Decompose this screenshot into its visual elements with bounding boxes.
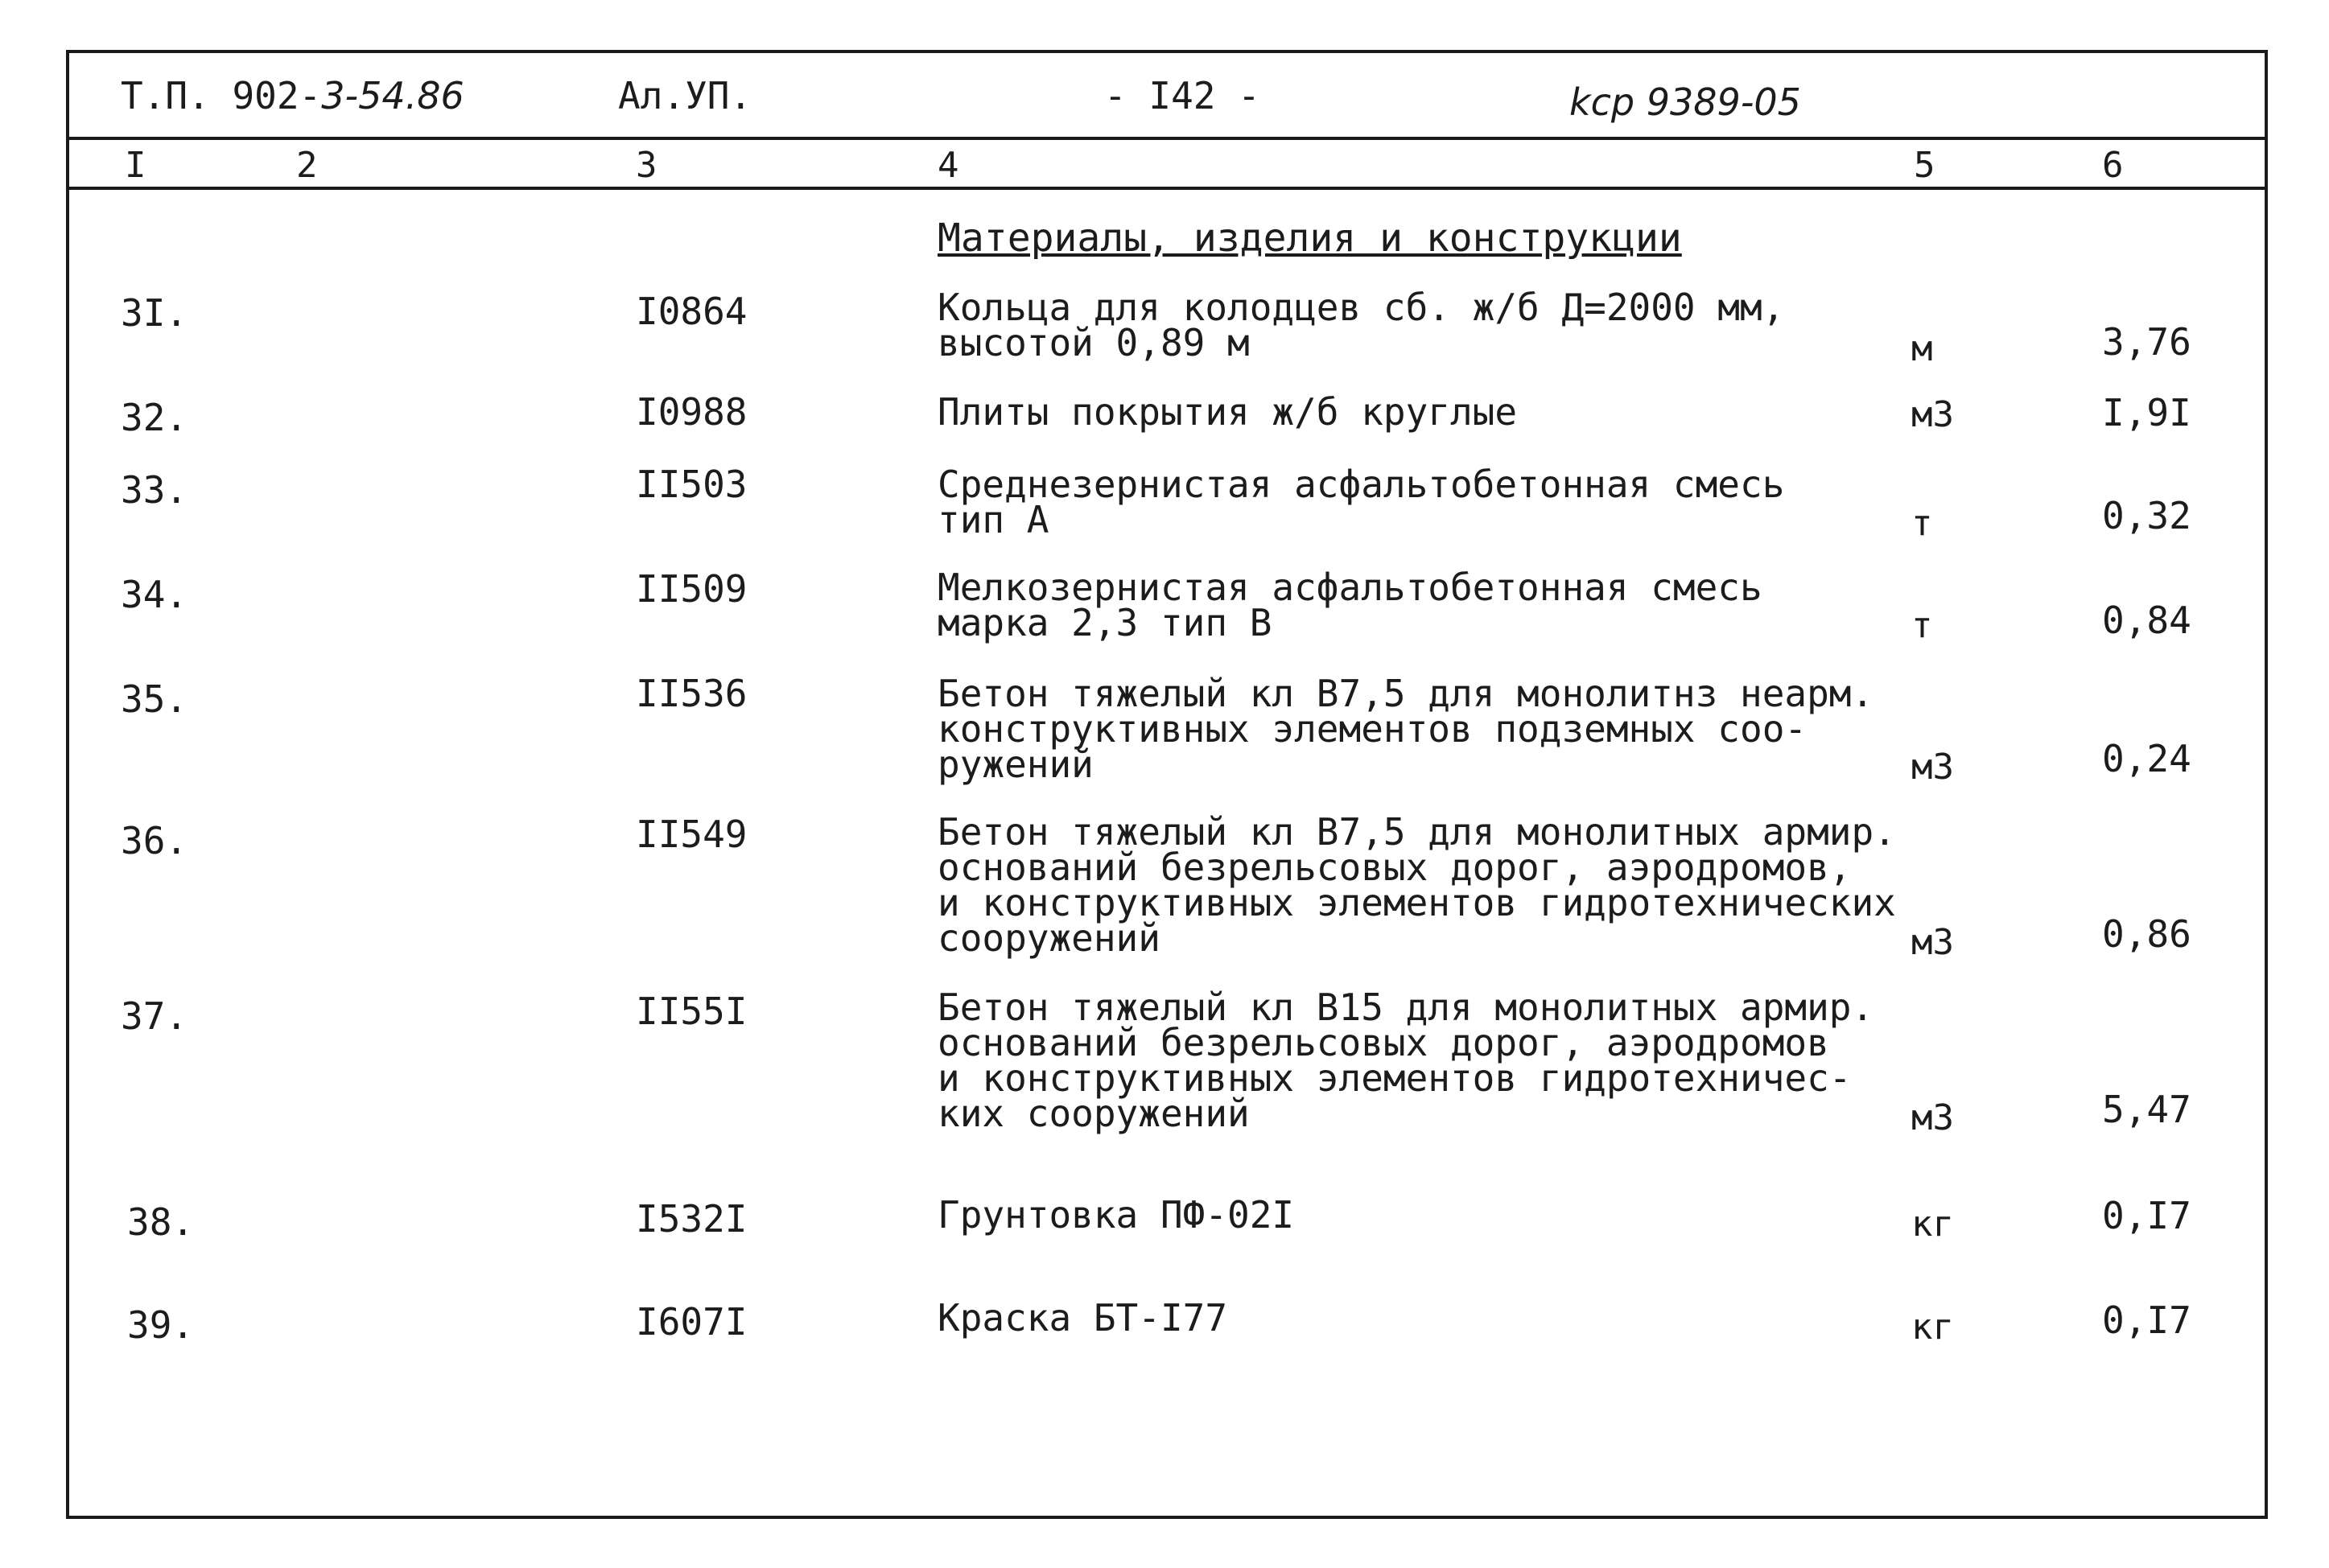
unit: м3 bbox=[1911, 394, 1954, 435]
document-number-prefix: Т.П. 902- bbox=[121, 74, 322, 117]
unit: м bbox=[1911, 328, 1933, 369]
column-header-divider bbox=[66, 187, 2268, 190]
quantity: 0,84 bbox=[2102, 599, 2191, 642]
description-line: Бетон тяжелый кл В7,5 для монолитнз неарм. bbox=[938, 672, 1874, 715]
resource-code: I607I bbox=[636, 1300, 748, 1344]
description-line: оснований безрельсовых дорог, аэродромов bbox=[938, 1021, 1829, 1064]
quantity: 0,32 bbox=[2102, 494, 2191, 537]
document-number bbox=[121, 74, 464, 117]
row-description bbox=[938, 390, 1518, 434]
description-line: и конструктивных элементов гидротехнических bbox=[938, 881, 1896, 924]
page-number: - I42 - bbox=[1104, 74, 1260, 117]
description-line: Мелкозернистая асфальтобетонная смесь bbox=[938, 566, 1762, 609]
unit: кг bbox=[1911, 1204, 1954, 1245]
row-description bbox=[938, 566, 1762, 644]
row-number: 39. bbox=[127, 1303, 195, 1347]
row-number: 3I. bbox=[121, 291, 188, 335]
unit: кг bbox=[1911, 1307, 1954, 1348]
quantity: 0,I7 bbox=[2102, 1298, 2191, 1342]
column-header-3: 3 bbox=[636, 145, 657, 186]
quantity: 0,24 bbox=[2102, 737, 2191, 780]
row-description bbox=[938, 463, 1785, 541]
resource-code: II536 bbox=[636, 672, 748, 715]
resource-code: I532I bbox=[636, 1197, 748, 1241]
description-line: тип А bbox=[938, 498, 1049, 541]
row-number: 35. bbox=[121, 677, 188, 721]
description-line: конструктивных элементов подземных соо- bbox=[938, 707, 1808, 751]
unit: т bbox=[1911, 503, 1933, 544]
section-title: Материалы, изделия и конструкции bbox=[938, 216, 1682, 261]
column-header-1: I bbox=[125, 145, 146, 186]
album-label: Ал.УП. bbox=[618, 74, 752, 117]
description-line: высотой 0,89 м bbox=[938, 321, 1250, 364]
row-number: 37. bbox=[121, 994, 188, 1038]
column-header-4: 4 bbox=[938, 145, 959, 186]
description-line: Плиты покрытия ж/б круглые bbox=[938, 390, 1518, 434]
quantity: 3,76 bbox=[2102, 320, 2191, 364]
unit: м3 bbox=[1911, 922, 1954, 963]
quantity: 0,86 bbox=[2102, 912, 2191, 956]
resource-code: II55I bbox=[636, 990, 748, 1033]
document-number-handwritten: 3-54.86 bbox=[321, 74, 464, 117]
row-number: 32. bbox=[121, 396, 188, 439]
column-header-2: 2 bbox=[296, 145, 318, 186]
description-line: Краска БТ-I77 bbox=[938, 1296, 1228, 1340]
resource-code: I0988 bbox=[636, 390, 748, 434]
row-number: 36. bbox=[121, 819, 188, 862]
row-description bbox=[938, 672, 1874, 786]
unit: т bbox=[1911, 605, 1933, 646]
resource-code: II503 bbox=[636, 463, 748, 506]
description-line: сооружений bbox=[938, 916, 1160, 960]
row-description bbox=[938, 810, 1896, 960]
description-line: Бетон тяжелый кл В15 для монолитных армир. bbox=[938, 986, 1874, 1029]
column-header-6: 6 bbox=[2102, 145, 2124, 186]
row-number: 38. bbox=[127, 1200, 195, 1244]
row-description bbox=[938, 986, 1874, 1135]
description-line: Грунтовка ПФ-02I bbox=[938, 1193, 1295, 1237]
resource-code: II509 bbox=[636, 567, 748, 611]
quantity: 0,I7 bbox=[2102, 1194, 2191, 1237]
row-number: 34. bbox=[121, 573, 188, 616]
unit: м3 bbox=[1911, 1097, 1954, 1138]
handwritten-code: kcp 9389-05 bbox=[1569, 80, 1801, 124]
description-line: марка 2,3 тип В bbox=[938, 601, 1272, 644]
row-description bbox=[938, 1193, 1295, 1237]
header-divider bbox=[66, 137, 2268, 140]
quantity: I,9I bbox=[2102, 391, 2191, 434]
resource-code: II549 bbox=[636, 813, 748, 856]
unit: м3 bbox=[1911, 747, 1954, 788]
resource-code: I0864 bbox=[636, 290, 748, 333]
column-header-5: 5 bbox=[1914, 145, 1935, 186]
description-line: Кольца для колодцев сб. ж/б Д=2000 мм, bbox=[938, 286, 1785, 329]
row-description bbox=[938, 1296, 1228, 1340]
quantity: 5,47 bbox=[2102, 1088, 2191, 1131]
description-line: оснований безрельсовых дорог, аэродромов, bbox=[938, 846, 1852, 889]
description-line: ких сооружений bbox=[938, 1092, 1250, 1135]
description-line: и конструктивных элементов гидротехничес- bbox=[938, 1056, 1852, 1100]
row-description bbox=[938, 286, 1785, 364]
description-line: Среднезернистая асфальтобетонная смесь bbox=[938, 463, 1785, 506]
description-line: ружений bbox=[938, 743, 1094, 786]
description-line: Бетон тяжелый кл В7,5 для монолитных армир. bbox=[938, 810, 1896, 854]
row-number: 33. bbox=[121, 468, 188, 512]
